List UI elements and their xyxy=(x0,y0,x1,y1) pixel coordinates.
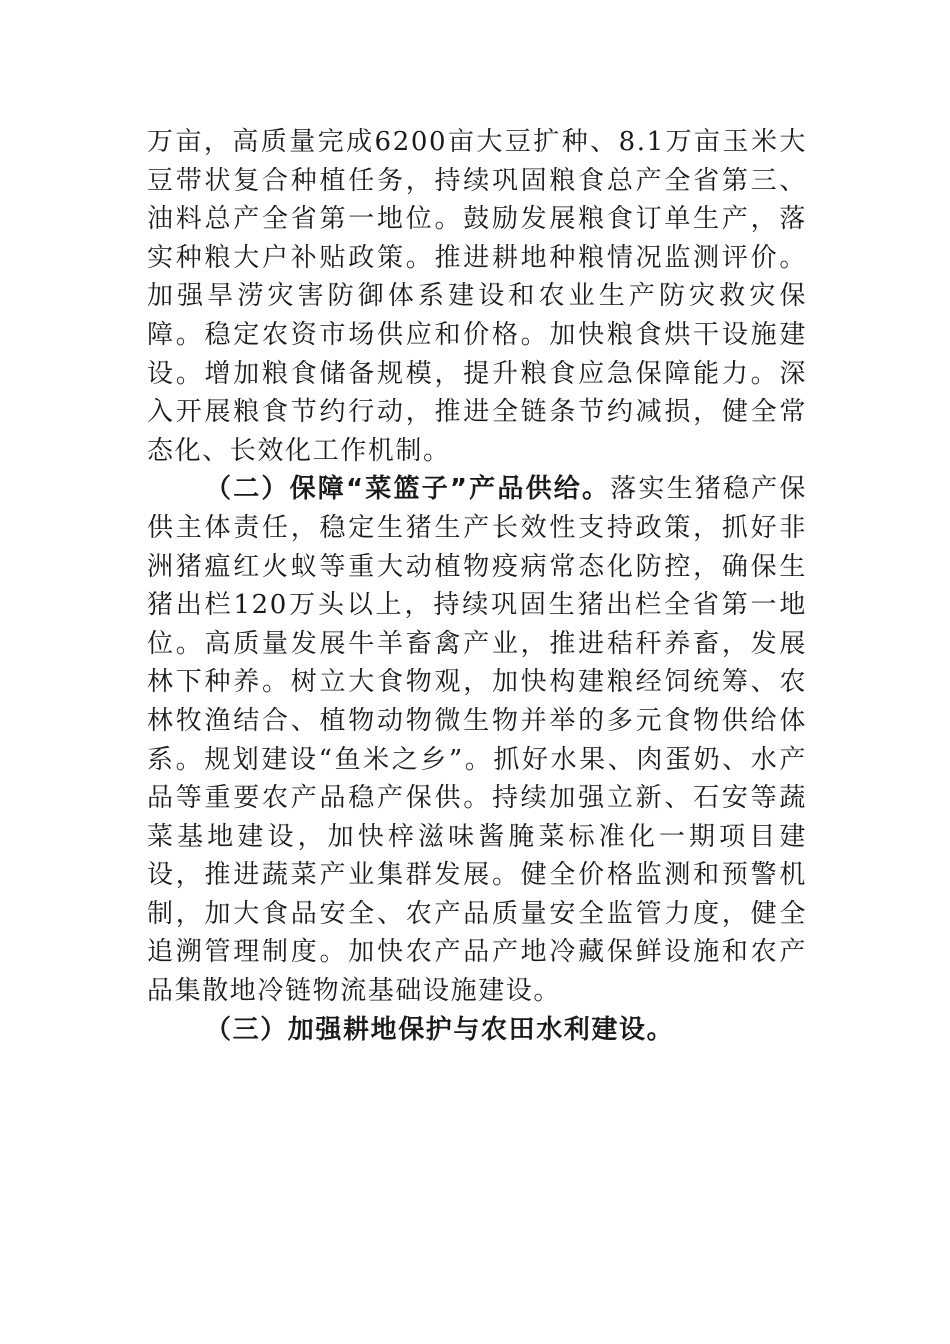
section-body-vegetable-basket: 落实生猪稳产保供主体责任，稳定生猪生产长效性支持政策，抓好非洲猪瘟红火蚁等重大动植物疫病常态化防控，确保生猪出栏120万头以上，持续巩固生猪出栏全省第一地位。高质量发展牛羊畜禽产业，推进秸秆养畜，发展林下种养。树立大食物观，加快构建粮经饲统筹、农林牧渔结合、植物动物微生物并举的多元食物供给体系。规划建设“鱼米之乡”。抓好水果、肉蛋奶、水产品等重要农产品稳产保供。持续加强立新、石安等蔬菜基地建设，加快梓滋味酱腌菜标准化一期项目建设，推进蔬菜产业集群发展。健全价格监测和预警机制，加大食品安全、农产品质量安全监管力度，健全追溯管理制度。加快农产品产地冷藏保鲜设施和农产品集散地冷链物流基础设施建设。 xyxy=(147,474,807,1007)
paragraph-grain-security: 万亩，高质量完成6200亩大豆扩种、8.1万亩玉米大豆带状复合种植任务，持续巩固粮食总产全省第三、油料总产全省第一地位。鼓励发展粮食订单生产，落实种粮大户补贴政策。推进耕地种粮情况监测评价。加强旱涝灾害防御体系建设和农业生产防灾救灾保障。稳定农资市场供应和价格。加快粮食烘干设施建设。增加粮食储备规模，提升粮食应急保障能力。深入开展粮食节约行动，推进全链条节约减损，健全常态化、长效化工作机制。 xyxy=(147,127,807,466)
paragraph-vegetable-basket xyxy=(147,470,807,1010)
section-heading-vegetable-basket: （二）保障“菜篮子”产品供给。 xyxy=(205,474,611,505)
section-heading-farmland-protection: （三）加强耕地保护与农田水利建设。 xyxy=(205,1014,675,1045)
document-body xyxy=(147,123,807,1049)
